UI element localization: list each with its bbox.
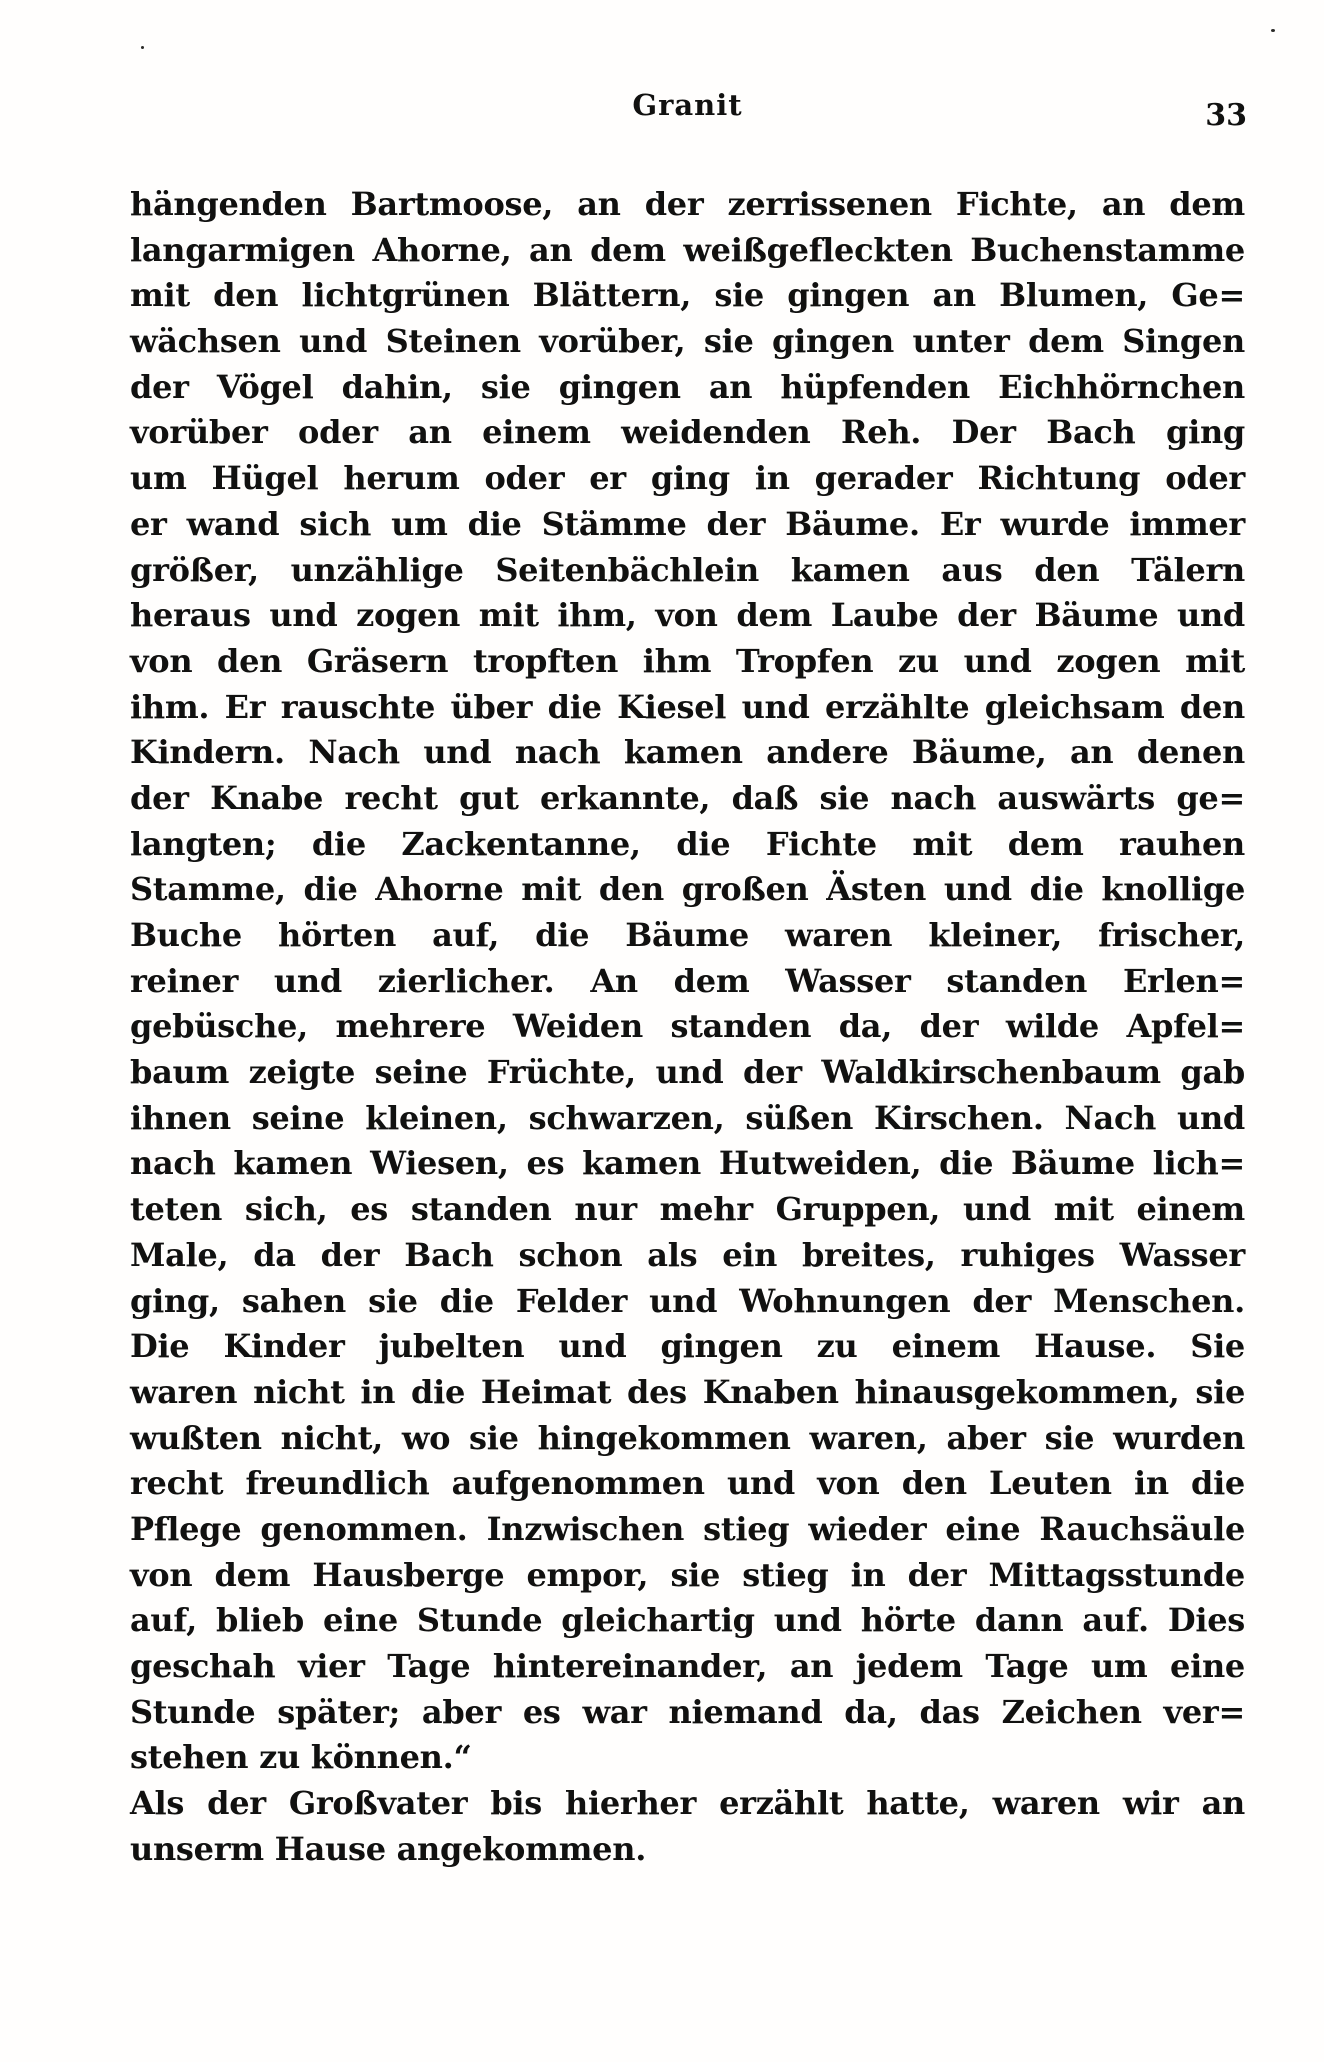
text-line: wächsen und Steinen vorüber, sie gingen unter dem Singen [130,322,1245,361]
text-line: gebüsche, mehrere Weiden standen da, der wilde Apfel= [130,1007,1245,1046]
text-line: ihm. Er rauschte über die Kiesel und erzählte gleichsam den [130,687,1245,726]
text-line: heraus und zogen mit ihm, von dem Laube der Bäume und [130,596,1245,635]
text-line: wußten nicht, wo sie hingekommen waren, aber sie wurden [130,1418,1245,1457]
text-line: von den Gräsern tropften ihm Tropfen zu und zogen mit [130,641,1245,680]
text-line: stehen zu können.“ [130,1738,472,1777]
text-line: größer, unzählige Seitenbächlein kamen aus den Tälern [130,550,1245,589]
text-line: ihnen seine kleinen, schwarzen, süßen Kirschen. Nach und [130,1098,1245,1137]
text-line: auf, blieb eine Stunde gleichartig und hörte dann auf. Dies [130,1601,1245,1640]
text-line: der Knabe recht gut erkannte, daß sie nach auswärts ge= [130,778,1245,817]
text-line: vorüber oder an einem weidenden Reh. Der Bach ging [130,413,1245,452]
text-line: der Vögel dahin, sie gingen an hüpfenden Eichhörnchen [130,367,1245,406]
scan-speck [1271,29,1275,32]
text-line: langten; die Zackentanne, die Fichte mit dem rauhen [130,824,1245,863]
text-line: Buche hörten auf, die Bäume waren kleiner, frischer, [130,916,1245,954]
scan-speck [141,46,144,49]
text-line: recht freundlich aufgenommen und von den Leuten in die [130,1464,1245,1503]
text-line: geschah vier Tage hintereinander, an jedem Tage um eine [130,1647,1245,1685]
text-line: nach kamen Wiesen, es kamen Hutweiden, die Bäume lich= [130,1144,1245,1183]
text-line: Pflege genommen. Inzwischen stieg wieder eine Rauchsäule [130,1509,1245,1548]
text-line: teten sich, es standen nur mehr Gruppen, und mit einem [130,1190,1245,1229]
text-line: Stamme, die Ahorne mit den großen Ästen und die knollige [130,870,1245,909]
text-line: unserm Hause angekommen. [130,1829,647,1868]
text-line: Die Kinder jubelten und gingen zu einem Hause. Sie [130,1327,1245,1366]
text-line: Kindern. Nach und nach kamen andere Bäume, an denen [130,733,1245,772]
text-line: Als der Großvater bis hierher erzählt hatte, waren wir an [130,1784,1245,1823]
body-text [130,182,1245,1872]
text-line: mit den lichtgrünen Blättern, sie gingen an Blumen, Ge= [130,276,1245,315]
text-line: hängenden Bartmoose, an der zerrissenen Fichte, an dem [130,185,1245,223]
text-line: Male, da der Bach schon als ein breites, ruhiges Wasser [130,1235,1245,1274]
running-header [130,88,1245,132]
page-number: 33 [1205,98,1247,133]
text-line: baum zeigte seine Früchte, und der Waldkirschenbaum gab [130,1053,1245,1092]
text-line: Stunde später; aber es war niemand da, das Zeichen ver= [130,1692,1245,1731]
text-line: von dem Hausberge empor, sie stieg in der Mittagsstunde [130,1555,1245,1594]
text-line: langarmigen Ahorne, an dem weißgefleckten Buchenstamme [130,230,1245,269]
text-line: ging, sahen sie die Felder und Wohnungen der Menschen. [130,1281,1245,1320]
text-line: um Hügel herum oder er ging in gerader Richtung oder [130,459,1245,498]
page-title: Granit [632,88,743,122]
text-line: reiner und zierlicher. An dem Wasser standen Erlen= [130,961,1245,1000]
text-line: er wand sich um die Stämme der Bäume. Er wurde immer [130,504,1245,543]
text-line: waren nicht in die Heimat des Knaben hinausgekommen, sie [130,1372,1245,1411]
